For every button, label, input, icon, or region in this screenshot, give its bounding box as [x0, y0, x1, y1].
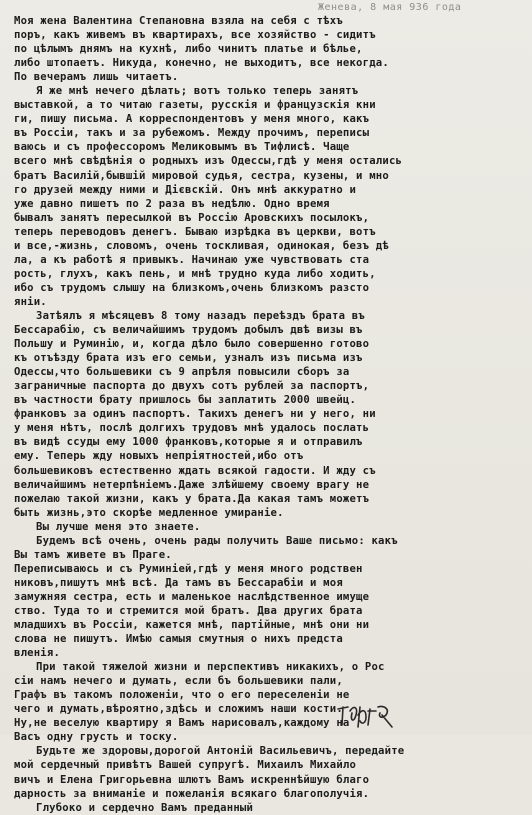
letter-line: франковъ за одинъ паспортъ. Такихъ денегъ ни у него, ни: [14, 408, 376, 421]
letter-line: Одессы,что большевики съ 9 апрѣля повысили сборъ за: [14, 366, 350, 379]
letter-line: Затѣялъ я мѣсяцевъ 8 тому назадъ переѣздъ брата въ: [36, 309, 365, 322]
letter-line: ство. Туда то и стремится мой братъ. Два других брата: [14, 604, 363, 617]
letter-line: Будьте же здоровы,дорогой Антоній Васильевичъ, передайте: [36, 745, 405, 758]
letter-line: чего и думать,вѣроятно,здѣсь и сложимъ наши кости.: [14, 703, 343, 716]
letter-line: Бессарабію, съ величайшимъ трудомъ добылъ двѣ визы въ: [14, 324, 363, 337]
letter-line: сіи намъ нечего и думать, если бъ большевики пали,: [14, 675, 343, 688]
letter-line: поръ, какъ живемъ въ квартирахъ, все хозяйство - сидитъ: [14, 29, 376, 42]
letter-line: Графъ въ такомъ положеніи, что о его переселеніи не: [14, 689, 350, 702]
letter-line: мой сердечный привѣтъ Вашей супругѣ. Михаилъ Михайло: [14, 759, 357, 772]
letter-line: и все,-жизнь, словомъ, очень тоскливая, одинокая, безъ дѣ: [14, 239, 389, 252]
letter-line: величайшимъ нетерпѣніемъ.Даже злѣйшему своему врагу не: [14, 478, 370, 491]
letter-line: Васъ одну грусть и тоску.: [14, 731, 179, 744]
letter-line: ему. Теперь жду новыхъ непріятностей,ибо отъ: [14, 450, 304, 463]
letter-line: уже давно пишетъ по 2 раза въ недѣлю. Одно время: [14, 197, 330, 210]
letter-line: либо штопаетъ. Никуда, конечно, не выходитъ, все некогда.: [14, 57, 389, 70]
letter-line: къ отъѣзду брата изъ его семьи, узналъ изъ письма изъ: [14, 352, 363, 365]
letter-line: Польшу и Руминію, и, когда дѣло было совершенно готово: [14, 338, 370, 351]
letter-line: пожелаю такой жизни, какъ у брата.Да какая тамъ можетъ: [14, 492, 370, 505]
letter-header: Женева, 8 мая 936 года: [318, 2, 462, 13]
letter-line: въ частности брату пришлось бы заплатить 2000 швейц.: [14, 394, 357, 407]
letter-line: большевиковъ естественно ждать всякой гадости. И жду съ: [14, 464, 376, 477]
letter-line: бывалъ занятъ пересылкой въ Россію Аровскихъ посылокъ,: [14, 211, 370, 224]
letter-line: Переписываюсь и съ Руминіей,гдѣ у меня много родствен: [14, 562, 363, 575]
letter-line: Глубоко и сердечно Вамъ преданный: [36, 801, 254, 814]
letter-line: ибо съ трудомъ слышу на близкомъ,очень близкомъ разсто: [14, 281, 370, 294]
letter-line: Ну,не веселую квартиру я Вамъ нарисовалъ,каждому на: [14, 717, 350, 730]
letter-line: ваюсь и съ профессоромъ Меликовымъ въ Тифлисѣ. Чаще: [14, 141, 350, 154]
letter-line: у меня нѣтъ, послѣ долгихъ трудовъ мнѣ удалось послать: [14, 422, 370, 435]
letter-line: Вы лучше меня это знаете.: [36, 520, 201, 533]
letter-line: рость, глухъ, какъ пень, и мнѣ трудно куда либо ходить,: [14, 267, 376, 280]
letter-line: ги, пишу письма. А корреспондентовъ у меня много, какъ: [14, 113, 370, 126]
letter-line: По вечерамъ лишь читаетъ.: [14, 71, 179, 84]
letter-line: ла, а къ работѣ я привыкъ. Начинаю уже чувствовать ста: [14, 253, 370, 266]
letter-line: братъ Василій,бывшій мировой судья, сестра, кузены, и мно: [14, 169, 389, 182]
letter-line: Будемъ всѣ очень, очень рады получить Ваше письмо: какъ: [36, 534, 398, 547]
letter-line: въ видѣ ссуды ему 1000 франковъ,которые я и отправилъ: [14, 436, 363, 449]
letter-line: дарность за вниманіе и пожеланія всякаго благополучія.: [14, 787, 370, 800]
letter-line: При такой тяжелой жизни и перспективъ никакихъ, о Рос: [36, 661, 385, 674]
letter-line: Моя жена Валентина Степановна взяла на себя с тѣхъ: [14, 15, 343, 27]
letter-line: всего мнѣ свѣдѣнія о родныхъ изъ Одессы,гдѣ у меня остались: [14, 155, 403, 168]
letter-line: быть жизнь,это скорѣе медленное умираніе.: [14, 506, 284, 519]
letter-line: теперь переводовъ денегъ. Бываю изрѣдка въ церкви, вотъ: [14, 225, 376, 238]
letter-line: въ Россіи, такъ и за рубежомъ. Между прочимъ, переписы: [14, 127, 370, 140]
letter-line: яніи.: [14, 295, 47, 308]
letter-line: никовъ,пишутъ мнѣ всѣ. Да тамъ въ Бессарабіи и моя: [14, 576, 343, 589]
handwritten-signature: [334, 701, 396, 731]
letter-line: Вы тамъ живете въ Праге.: [14, 548, 172, 561]
letter-line: Я же мнѣ нечего дѣлать; вотъ только теперь занятъ: [36, 85, 359, 98]
letter-line: заграничные паспорта до двухъ сотъ рублей за паспортъ,: [14, 380, 370, 393]
letter-line: слова не пишутъ. Имѣю самыя смутныя о нихъ предста: [14, 633, 343, 646]
letter-line: вичъ и Елена Григорьевна шлютъ Вамъ искреннѣйшую благо: [14, 773, 370, 786]
letter-line: замужняя сестра, есть и маленькое наслѣдственное имуще: [14, 590, 370, 603]
letter-line: по цѣлымъ днямъ на кухнѣ, либо чинитъ платье и бѣлье,: [14, 43, 363, 56]
letter-line: вленія.: [14, 647, 61, 660]
letter-line: младшихъ въ Россіи, кажется мнѣ, партійные, мнѣ они ни: [14, 619, 370, 632]
letter-body: [14, 14, 526, 815]
letter-line: выставкой, а то читаю газеты, русскія и французскія кни: [14, 99, 376, 112]
letter-line: го друзей между ними и Дієвскій. Онъ мнѣ аккуратно и: [14, 183, 357, 196]
